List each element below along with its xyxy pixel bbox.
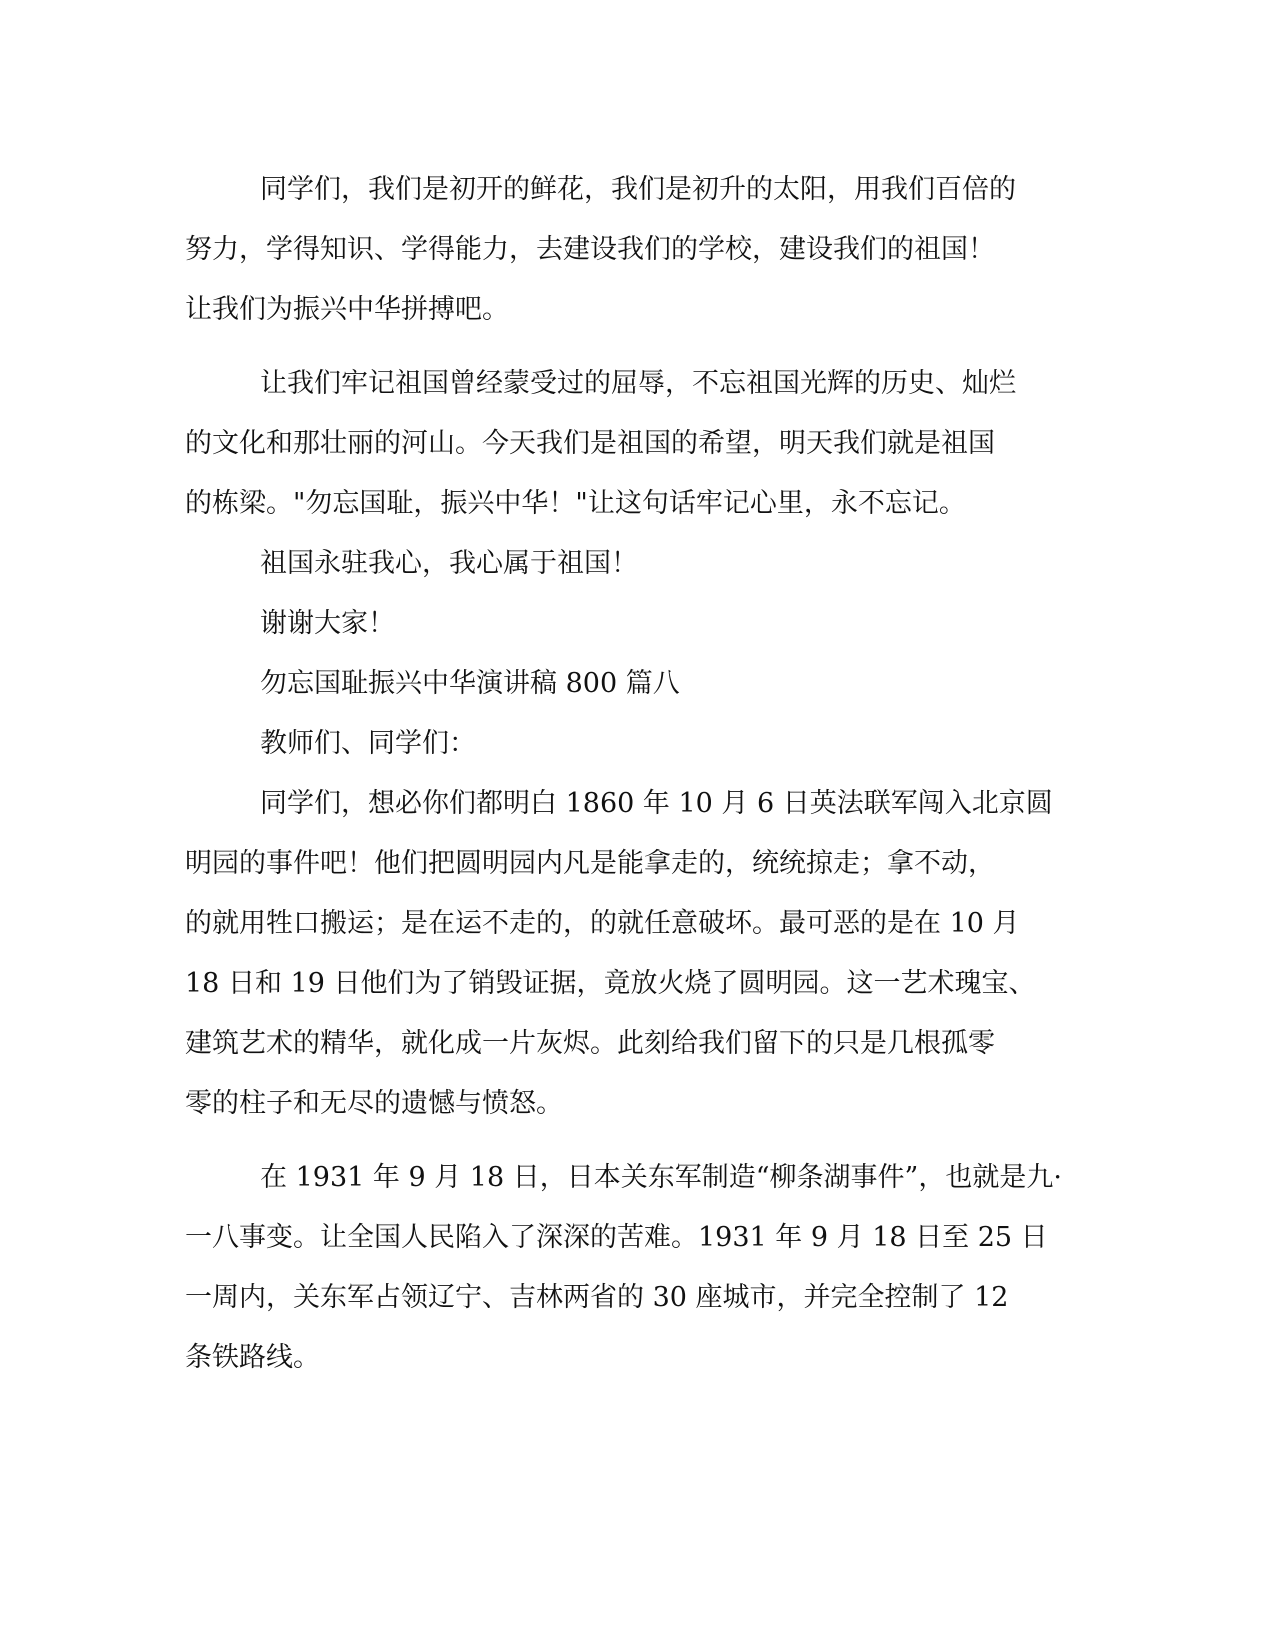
section-heading: 勿忘国耻振兴中华演讲稿 800 篇八 — [260, 668, 680, 699]
text-line: 18 日和 19 日他们为了销毁证据，竟放火烧了圆明园。这一艺术瑰宝、 — [185, 968, 1036, 999]
document-body — [185, 160, 1065, 1388]
text-line: 祖国永驻我心，我心属于祖国！ — [260, 548, 638, 579]
text-line: 努力，学得知识、学得能力，去建设我们的学校，建设我们的祖国！ — [185, 234, 995, 265]
text-line: 谢谢大家！ — [260, 608, 395, 639]
text-line: 让我们牢记祖国曾经蒙受过的屈辱，不忘祖国光辉的历史、灿烂 — [260, 368, 1016, 399]
salutation: 教师们、同学们： — [260, 728, 476, 759]
text-line: 明园的事件吧！他们把圆明园内凡是能拿走的，统统掠走；拿不动， — [185, 848, 995, 879]
text-line: 零的柱子和无尽的遗憾与愤怒。 — [185, 1088, 563, 1119]
text-line: 的文化和那壮丽的河山。今天我们是祖国的希望，明天我们就是祖国 — [185, 428, 995, 459]
text-line: 一周内，关东军占领辽宁、吉林两省的 30 座城市，并完全控制了 12 — [185, 1282, 1009, 1313]
text-line: 条铁路线。 — [185, 1342, 320, 1373]
text-line: 的栋梁。"勿忘国耻，振兴中华！"让这句话牢记心里，永不忘记。 — [185, 488, 966, 519]
text-line: 在 1931 年 9 月 18 日，日本关东军制造“柳条湖事件”，也就是九· — [260, 1162, 1062, 1193]
text-line: 的就用牲口搬运；是在运不走的，的就任意破坏。最可恶的是在 10 月 — [185, 908, 1020, 939]
text-line: 让我们为振兴中华拼搏吧。 — [185, 294, 509, 325]
text-line: 同学们，想必你们都明白 1860 年 10 月 6 日英法联军闯入北京圆 — [260, 788, 1053, 819]
text-line: 建筑艺术的精华，就化成一片灰烬。此刻给我们留下的只是几根孤零 — [185, 1028, 995, 1059]
text-line: 一八事变。让全国人民陷入了深深的苦难。1931 年 9 月 18 日至 25 日 — [185, 1222, 1048, 1253]
text-line: 同学们，我们是初开的鲜花，我们是初升的太阳，用我们百倍的 — [260, 174, 1016, 205]
